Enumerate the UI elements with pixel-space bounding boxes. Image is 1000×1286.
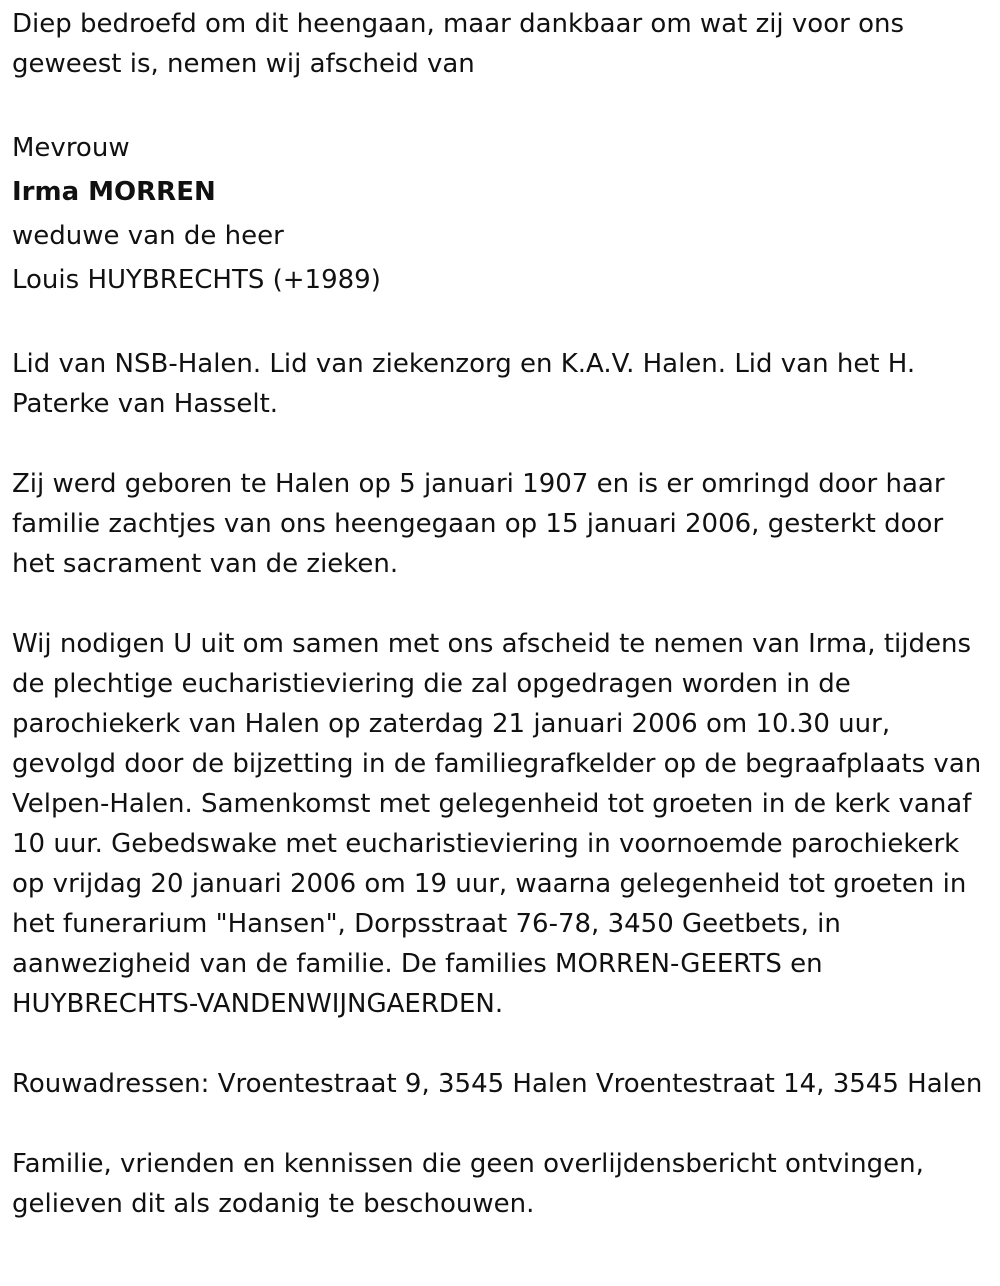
memberships-paragraph: Lid van NSB-Halen. Lid van ziekenzorg en K.A.V. Halen. Lid van het H. Paterke van Hasselt.	[12, 349, 916, 419]
honorific: Mevrouw	[12, 133, 130, 163]
spacer	[12, 584, 988, 624]
spouse-name: Louis HUYBRECHTS (+1989)	[12, 265, 381, 295]
spacer	[12, 1104, 988, 1144]
birth-death-paragraph: Zij werd geboren te Halen op 5 januari 1907 en is er omringd door haar familie zachtjes van ons heengegaan op 15 januari 2006, gesterkt door het sacrament van de zieken.	[12, 469, 945, 579]
spacer	[12, 1024, 988, 1064]
deceased-name: Irma MORREN	[12, 177, 216, 207]
spacer	[12, 304, 988, 344]
spacer	[12, 424, 988, 464]
spacer	[12, 84, 988, 124]
relation-text: weduwe van de heer	[12, 221, 284, 251]
intro-paragraph: Diep bedroefd om dit heengaan, maar dankbaar om wat zij voor ons geweest is, nemen wij afscheid van	[12, 9, 905, 79]
ceremony-paragraph: Wij nodigen U uit om samen met ons afscheid te nemen van Irma, tijdens de plechtige eucharistieviering die zal opgedragen worden in de parochiekerk van Halen op zaterdag 21 januari 2006 om 10.30 uur, gevolgd door de bijzetting in de familiegrafkelder op de begraafplaats van Velpen-Halen. Samenkomst met gelegenheid tot groeten in de kerk vanaf 10 uur. Gebedswake met eucharistieviering in voornoemde parochiekerk op vrijdag 20 januari 2006 om 19 uur, waarna gelegenheid tot groeten in het funerarium "Hansen", Dorpsstraat 76-78, 3450 Geetbets, in aanwezigheid van de familie. De families MORREN-GEERTS en HUYBRECHTS-VANDENWIJNGAERDEN.	[12, 629, 982, 1019]
closing-paragraph: Familie, vrienden en kennissen die geen overlijdensbericht ontvingen, gelieven dit als zodanig te beschouwen.	[12, 1149, 924, 1219]
addresses-paragraph: Rouwadressen: Vroentestraat 9, 3545 Halen Vroentestraat 14, 3545 Halen	[12, 1069, 983, 1099]
